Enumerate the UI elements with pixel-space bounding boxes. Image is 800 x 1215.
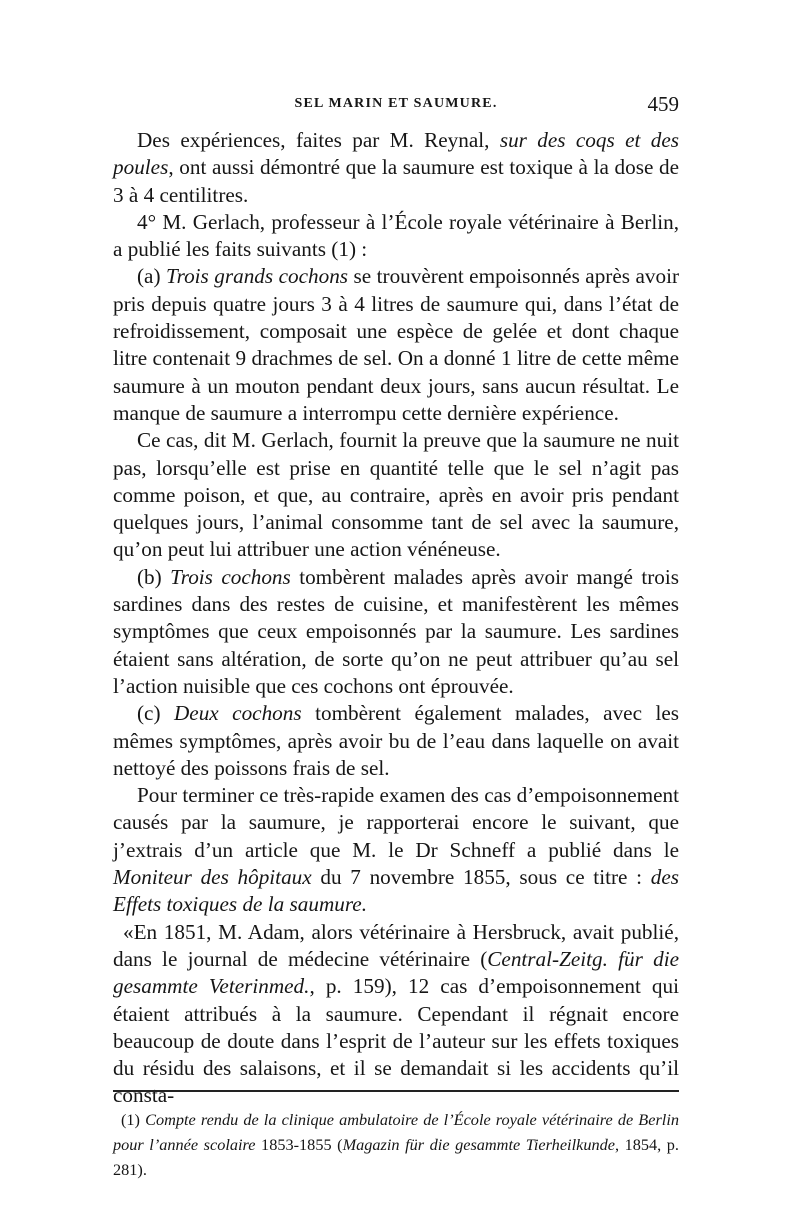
text-run: Des expériences, faites par M. Reynal, — [137, 128, 500, 152]
running-title: SEL MARIN ET SAUMURE. — [294, 96, 498, 111]
text-run: , 1854, p. 281). — [113, 1135, 679, 1179]
italic-run: Compte rendu de la clinique ambulatoire de l’École royale vétérinaire de Berlin pour l’année scolaire — [113, 1110, 679, 1154]
case-label: (c) — [137, 701, 174, 726]
text-run: , ont aussi démontré que la saumure est toxique à la dose de 3 à 4 centilitres. — [113, 155, 679, 207]
text-run: «En 1851, M. Adam, alors vétérinaire à Hersbruck, avait publié, dans le journal de médecine vétérinaire ( — [113, 919, 679, 971]
text-run: tombèrent malades après avoir mangé trois sardines dans des restes de cuisine, et manifestèrent les mêmes symptômes que ceux empoisonnés par la saumure. Les sardines étaient sans altération, de sorte qu’on ne peut attribuer qu’au sel l’action nuisible que ces cochons ont éprouvée. — [113, 564, 679, 698]
italic-run: des Effets toxiques de la saumure. — [113, 865, 679, 917]
paragraph-gerlach-conclusion: Ce cas, dit M. Gerlach, fournit la preuve que la saumure ne nuit pas, lorsqu’elle est prise en quantité telle que le sel n’agit pas comme poison, et que, au contraire, après en avoir pris pendant quelques jours, l’animal consomme tant de sel avec la saumure, qu’on peut lui attribuer une action vénéneuse. — [113, 428, 679, 562]
footnote-rule — [113, 1090, 679, 1092]
italic-run: Magazin für die gesammte Tierheilkunde — [342, 1135, 615, 1154]
italic-run: Trois cochons — [170, 564, 291, 589]
paragraph-quote-adam — [113, 919, 679, 1110]
text-run: tombèrent également malades, avec les mêmes symptômes, après avoir bu de l’eau dans laquelle on avait nettoyé des poissons frais de sel. — [113, 701, 679, 780]
italic-run: Deux cochons — [174, 701, 302, 726]
italic-run: Moniteur des hôpitaux — [113, 865, 312, 890]
paragraph-case-b — [113, 564, 679, 700]
case-label: (a) — [137, 264, 166, 289]
footnote-text — [113, 1107, 679, 1182]
body-text — [113, 127, 679, 1110]
paragraph-case-a — [113, 263, 679, 427]
page-header — [113, 92, 679, 122]
footnote — [113, 1107, 679, 1182]
italic-run: Central-Zeitg. für die gesammte Veterinmed. — [113, 946, 679, 999]
paragraph-case-c — [113, 700, 679, 782]
italic-run: Trois grands cochons — [166, 264, 349, 289]
text-run: se trouvèrent empoisonnés après avoir pris depuis quatre jours 3 à 4 litres de saumure qui, dans l’état de refroidissement, composait une espèce de gelée et dont chaque litre contenait 9 drachmes de sel. On a donné 1 litre de cette même saumure à un mouton pendant deux jours, sans aucun résultat. Le manque de saumure a interrompu cette dernière expérience. — [113, 264, 680, 425]
case-label: (b) — [137, 564, 171, 589]
text-run: , p. 159), 12 cas d’empoisonnement qui étaient attribués à la saumure. Cependant il régnait encore beaucoup de doute dans l’esprit de l’auteur sur les effets toxiques du résidu des salaisons, et il se demandait si les accidents qu’il consta- — [113, 974, 679, 1108]
paragraph-reynal — [113, 127, 679, 209]
text-run: 1853-1855 ( — [255, 1135, 343, 1154]
paragraph-gerlach-intro: 4° M. Gerlach, professeur à l’École royale vétérinaire à Berlin, a publié les faits suivants (1) : — [113, 209, 679, 262]
page-number: 459 — [647, 92, 679, 116]
footnote-number: (1) — [121, 1110, 146, 1129]
text-run: du 7 novembre 1855, sous ce titre : — [311, 865, 651, 890]
paragraph-schneff — [113, 782, 679, 918]
text-run: Pour terminer ce très-rapide examen des cas d’empoisonnement causés par la saumure, je rapporterai encore le suivant, que j’extrais d’un article que M. le Dr Schneff a publié dans le — [113, 783, 679, 862]
italic-run: sur des coqs et des poules — [113, 128, 679, 180]
